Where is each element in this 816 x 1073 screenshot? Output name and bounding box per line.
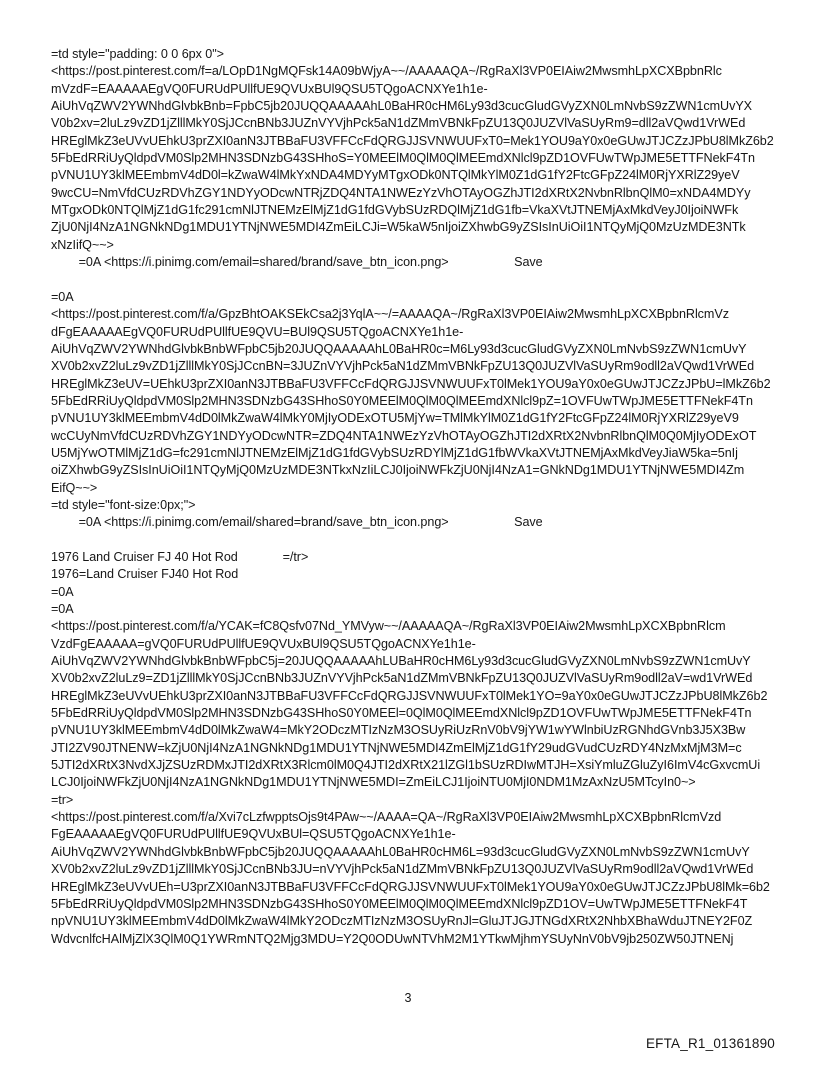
text-line: <https://post.pinterest.com/f/a/YCAK=fC8Qsfv07Nd_YMVyw~~/AAAAAQA~/RgRaXl3VP0EIAiw2MwsmhLpXCXBpbnRlcm — [51, 619, 726, 634]
text-line: <https://post.pinterest.com/f=a/LOpD1NgMQFsk14A09bWjyA~~/AAAAAQA~/RgRaXl3VP0EIAiw2MwsmhLpXCXBpbnRlc — [51, 64, 722, 79]
text-line — [51, 532, 776, 549]
text-line: MTgxODk0NTQlMjZ1dG1fc291cmNlJTNEMzElMjZ1dG1fdGVybSUzRDQlMjZ1dG1fb=VkaXVtJTNEMjAxMkdVeyJ0IjoiNWFk — [51, 203, 739, 218]
text-line: =0A — [51, 584, 74, 599]
text-line: EifQ~~> — [51, 480, 98, 495]
text-line: =0A — [51, 602, 74, 616]
text-line: <https://post.pinterest.com/f/a/GpzBhtOAKSEkCsa2j3YqlA~~/=AAAAQA~/RgRaXl3VP0EIAiw2MwsmhLpXCXBpbnRlcmVz — [51, 307, 729, 322]
text-line: npVNU1UY3klMEEmbmV4dD0lMkZwaW4lMkY2ODczMTIzNzM3OSUyRnJl=GluJTJGJTNGdXRtX2NhbXBhaWduJTNEY2F0Z — [51, 914, 753, 929]
text-line: HREglMkZ3eUVvUEhkU3prZXI0anN3JTBBaFU3VFFCcFdQRGJJSVNWUUFxT0=Mek1YOU9aY0x0eGUwJTJCZzJPbU8lMkZ6b2 — [51, 133, 774, 148]
text-line: 5JTI2dXRtX3NvdXJjZSUzRDMxJTI2dXRtX3Rlcm0lM0Q4JTI2dXRtX21lZGl1bSUzRDIwMTJH=XsiYmluZGluZyI6ImV4cGxvcmUi — [51, 758, 761, 773]
text-line: XV0b2xvZ2luLz9vZD1jZlllMkY0SjJCcnBN=3JUZnVYVjhPck5aN1dZMmVBNkFpZU13Q0JUZVlVaSUyRm9odll2aVQwd1VrWEd — [51, 359, 755, 374]
text-line: 5FbEdRRiUyQldpdVM0Slp2MHN3SDNzbG43SHhoS=Y0MEElM0QlM0QlMEEmdXNlcl9pZD1OVFUwTWpJME5ETTFNekF4Tn — [51, 151, 755, 166]
text-line: AiUhVqZWV2YWNhdGlvbkBnb=FpbC5jb20JUQQAAAAAhL0BaHR0cHM6Ly93d3cucGludGVyZXN0LmNvbS9zZWN1cmUvYX — [51, 99, 753, 114]
text-line: HREglMkZ3eUVvUEhkU3prZXI0anN3JTBBaFU3VFFCcFdQRGJJSVNWUUFxT0lMek1YO=9aY0x0eGUwJTJCZzJPbU8lMkZ6b2 — [51, 688, 768, 703]
text-line: =td style="padding: 0 0 6px 0"> — [51, 47, 224, 61]
text-line: dFgEAAAAAEgVQ0FURUdPUllfUE9QVU=BUl9QSU5TQgoACNXYe1h1e- — [51, 324, 464, 339]
document-body — [51, 46, 776, 948]
text-line: HREglMkZ3eUVvUEh=U3prZXI0anN3JTBBaFU3VFFCcFdQRGJJSVNWUUFxT0lMek1YOU9aY0x0eGUwJTJCZzJPbU8lMk=6b2 — [51, 879, 770, 894]
text-line: =0A <https://i.pinimg.com/email=shared/brand/save_btn_icon.png> Save — [51, 255, 543, 270]
text-line: WdvcnlfcHAlMjZlX3QlM0Q1YWRmNTQ2Mjg3MDU=Y2Q0ODUwNTVhM2M1YTkwMjhmYSUyNnV0bV9jb250ZW50JTNENj — [51, 931, 734, 946]
text-line: XV0b2xvZ2luLz9vZD1jZlllMkY0SjJCcnBNb3JU=nVYVjhPck5aN1dZMmVBNkFpZU13Q0JUZVlVaSUyRm9odll2aVQwd1VrWEd — [51, 862, 754, 877]
text-line: 1976 Land Cruiser FJ 40 Hot Rod =/tr> — [51, 549, 309, 564]
text-line: wcCUyNmVfdCUzRDVhZGY1NDYyODcwNTR=ZDQ4NTA1NWEzYzVhOTAyOGZhJTI2dXRtX2NvbnRlbnQlM0Q0MjIyODExOT — [51, 428, 757, 443]
text-line: =0A <https://i.pinimg.com/email/shared=brand/save_btn_icon.png> Save — [51, 515, 543, 530]
text-line: xNzIifQ~~> — [51, 237, 114, 252]
text-line — [51, 271, 776, 288]
text-line: 5FbEdRRiUyQldpdVM0Slp2MHN3SDNzbG43SHhoS0Y0MEElM0QlM0QlMEEmdXNlcl9pZ=1OVFUwTWpJME5ETTFNekF4Tn — [51, 393, 753, 408]
text-line: =td style="font-size:0px;"> — [51, 497, 196, 512]
text-line: LCJ0IjoiNWFkZjU0NjI4NzA1NGNkNDg1MDU1YTNjNWE5MDI=ZmEiLCJ1IjoiNTU0MjI0NDM1MzAxNzU5MTcyIn0~> — [51, 775, 696, 790]
text-line: XV0b2xvZ2luLz9=ZD1jZlllMkY0SjJCcnBNb3JUZnVYVjhPck5aN1dZMmVBNkFpZU13Q0JUZVlVaSUyRm9odll2aV=wd1VrWEd — [51, 671, 753, 686]
text-line: 9wcCU=NmVfdCUzRDVhZGY1NDYyODcwNTRjZDQ4NTA1NWEzYzVhOTAyOGZhJTI2dXRtX2NvbnRlbnQlM0=xNDA4MDYy — [51, 185, 751, 200]
bates-number: EFTA_R1_01361890 — [645, 1036, 775, 1051]
text-line: <https://post.pinterest.com/f/a/Xvi7cLzfwpptsOjs9t4PAw~~/AAAA=QA~/RgRaXl3VP0EIAiw2MwsmhLpXCXBpbnRlcmVzd — [51, 810, 722, 825]
text-line: =0A — [51, 289, 74, 304]
text-line: V0b2xv=2luLz9vZD1jZlllMkY0SjJCcnBNb3JUZnVYVjhPck5aN1dZMmVBNkFpZU13Q0JUZVlVaSUyRm9=dll2aVQwd1VrWEd — [51, 116, 746, 131]
text-line: pVNU1UY3klMEEmbmV4dD0lMkZwaW4=MkY2ODczMTIzNzM3OSUyRiUzRnV0bV9jYW1wYWlnbiUzRGNhdGVnb3J5X3Bw — [51, 723, 746, 738]
text-line: 5FbEdRRiUyQldpdVM0Slp2MHN3SDNzbG43SHhoS0Y0MEEl=0QlM0QlMEEmdXNlcl9pZD1OVFUwTWpJME5ETTFNekF4Tn — [51, 706, 752, 721]
text-line: AiUhVqZWV2YWNhdGlvbkBnbWFpbC5j=20JUQQAAAAAhLUBaHR0cHM6Ly93d3cucGludGVyZXN0LmNvbS9zZWN1cmUvY — [51, 654, 751, 669]
page-number: 3 — [404, 991, 412, 1005]
text-line: pVNU1UY3klMEEmbmV4dD0l=kZwaW4lMkYxNDA4MDYyMTgxODk0NTQlMkYlM0Z1dG1fY2FtcGFpZ24lM0RjYXRlZ29yeV — [51, 168, 740, 183]
text-line: 1976=Land Cruiser FJ40 Hot Rod — [51, 567, 239, 582]
text-line: AiUhVqZWV2YWNhdGlvbkBnbWFpbC5jb20JUQQAAAAAhL0BaHR0cHM6L=93d3cucGludGVyZXN0LmNvbS9zZWN1cmUvY — [51, 844, 750, 859]
text-line: FgEAAAAAEgVQ0FURUdPUllfUE9QVUxBUl=QSU5TQgoACNXYe1h1e- — [51, 827, 456, 842]
text-line: pVNU1UY3klMEEmbmV4dD0lMkZwaW4lMkY0MjIyODExOTU5MjYw=TMlMkYlM0Z1dG1fY2FtcGFpZ24lM0RjYXRlZ29yeV9 — [51, 411, 739, 426]
text-line: U5MjYwOTMlMjZ1dG=fc291cmNlJTNEMzElMjZ1dG1fdGVybSUzRDYlMjZ1dG1fbWVkaXVtJTNEMjAxMkdVeyJiaW5ka=5nIj — [51, 445, 738, 460]
text-line: 5FbEdRRiUyQldpdVM0Slp2MHN3SDNzbG43SHhoS0Y0MEElM0QlM0QlMEEmdXNlcl9pZD1OV=UwTWpJME5ETTFNekF4T — [51, 896, 748, 911]
text-line: oiZXhwbG9yZSIsInUiOiI1NTQyMjQ0MzUzMDE3NTkxNzIiLCJ0IjoiNWFkZjU0NjI4NzA1=GNkNDg1MDU1YTNjNWE5MDI4Zm — [51, 463, 745, 478]
text-line: VzdFgEAAAAA=gVQ0FURUdPUllfUE9QVUxBUl9QSU5TQgoACNXYe1h1e- — [51, 636, 476, 651]
text-line: AiUhVqZWV2YWNhdGlvbkBnbWFpbC5jb20JUQQAAAAAhL0BaHR0c=M6Ly93d3cucGludGVyZXN0LmNvbS9zZWN1cmUvY — [51, 341, 747, 356]
text-line: ZjU0NjI4NzA1NGNkNDg1MDU1YTNjNWE5MDI4ZmEiLCJi=W5kaW5nIjoiZXhwbG9yZSIsInUiOiI1NTQyMjQ0MzUzMDE3NTk — [51, 220, 746, 235]
text-line: mVzdF=EAAAAAEgVQ0FURUdPUllfUE9QVUxBUl9QSU5TQgoACNXYe1h1e- — [51, 81, 488, 96]
text-line: HREglMkZ3eUV=UEhkU3prZXI0anN3JTBBaFU3VFFCcFdQRGJJSVNWUUFxT0lMek1YOU9aY0x0eGUwJTJCZzJPbU=lMkZ6b2 — [51, 376, 771, 391]
text-line: =tr> — [51, 792, 74, 807]
text-line: JTI2ZV90JTNENW=kZjU0NjI4NzA1NGNkNDg1MDU1YTNjNWE5MDI4ZmElMjZ1dG1fY29udGVudCUzRDY4NzMxMjM3M=c — [51, 740, 742, 755]
